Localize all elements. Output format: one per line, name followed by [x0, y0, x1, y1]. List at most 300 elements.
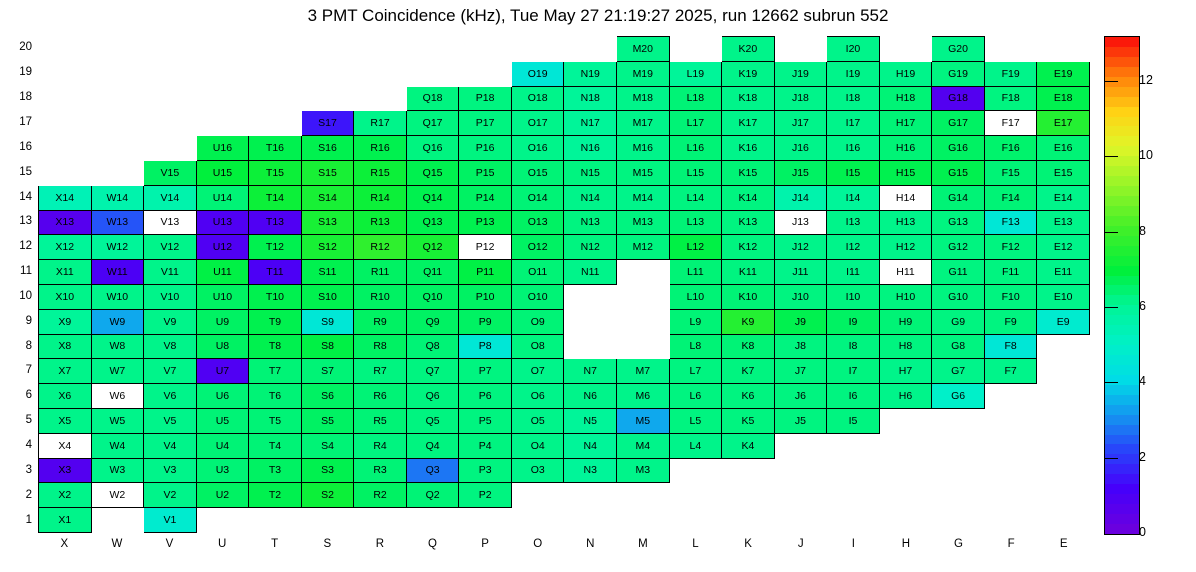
heatmap-cell-empty: [669, 483, 722, 508]
heatmap-cell: X13: [39, 210, 92, 235]
heatmap-cell: G19: [932, 61, 985, 86]
heatmap-cell: X2: [39, 483, 92, 508]
heatmap-cell: T3: [249, 458, 302, 483]
heatmap-row: [39, 284, 1090, 309]
heatmap-cell: J8: [774, 334, 827, 359]
heatmap-cell: T14: [249, 185, 302, 210]
heatmap-cell-empty: [932, 483, 985, 508]
heatmap-cell: G16: [932, 136, 985, 161]
heatmap-cell: W5: [91, 408, 144, 433]
heatmap-cell-empty: [932, 458, 985, 483]
heatmap-cell: E11: [1037, 260, 1090, 285]
heatmap-cell-empty: [669, 508, 722, 533]
heatmap-cell: Q8: [406, 334, 459, 359]
heatmap-cell: O9: [511, 309, 564, 334]
heatmap-cell: U13: [196, 210, 249, 235]
heatmap-cell-empty: [669, 458, 722, 483]
colorbar-tick-mark: [1104, 458, 1118, 459]
heatmap-cell-empty: [879, 37, 932, 62]
heatmap-cell: O13: [511, 210, 564, 235]
heatmap-cell: M15: [617, 160, 670, 185]
y-axis-tick-label: 20: [19, 41, 32, 54]
heatmap-cell-empty: [511, 37, 564, 62]
heatmap-cell: J9: [774, 309, 827, 334]
colorbar-segment: [1105, 395, 1139, 405]
heatmap-cell: N4: [564, 433, 617, 458]
heatmap-cell-empty: [984, 483, 1037, 508]
heatmap-cell: H10: [879, 284, 932, 309]
heatmap-cell: M20: [617, 37, 670, 62]
colorbar-segment: [1105, 107, 1139, 117]
heatmap-cell: L14: [669, 185, 722, 210]
heatmap-cell: W8: [91, 334, 144, 359]
heatmap-cell: P14: [459, 185, 512, 210]
x-axis-tick-label: E: [1059, 538, 1068, 550]
heatmap-cell: O7: [511, 359, 564, 384]
heatmap-cell: S3: [301, 458, 354, 483]
heatmap-cell: S14: [301, 185, 354, 210]
x-axis-tick-label: O: [533, 538, 543, 550]
colorbar-segment: [1105, 67, 1139, 77]
heatmap-cell: L10: [669, 284, 722, 309]
heatmap-cell: J10: [774, 284, 827, 309]
heatmap-cell: S4: [301, 433, 354, 458]
colorbar-segment: [1105, 464, 1139, 474]
y-axis-tick-label: 16: [19, 140, 32, 153]
heatmap-cell: U16: [196, 136, 249, 161]
heatmap-cell: J14: [774, 185, 827, 210]
heatmap-cell: I11: [827, 260, 880, 285]
heatmap-cell: F8: [984, 334, 1037, 359]
heatmap-cell: H18: [879, 86, 932, 111]
y-axis-tick-label: 12: [19, 240, 32, 253]
heatmap-cell-empty: [91, 160, 144, 185]
colorbar-segment: [1105, 166, 1139, 176]
heatmap-cell-empty: [617, 309, 670, 334]
heatmap-cell: G10: [932, 284, 985, 309]
heatmap-cell: I7: [827, 359, 880, 384]
page-title: 3 PMT Coincidence (kHz), Tue May 27 21:19:27 2025, run 12662 subrun 552: [307, 6, 889, 25]
colorbar-segment: [1105, 345, 1139, 355]
heatmap-cell-empty: [827, 458, 880, 483]
heatmap-cell: P8: [459, 334, 512, 359]
heatmap-cell: E14: [1037, 185, 1090, 210]
colorbar-segment: [1105, 266, 1139, 276]
heatmap-cell: J19: [774, 61, 827, 86]
heatmap-cell-empty: [459, 37, 512, 62]
heatmap-cell: V14: [144, 185, 197, 210]
heatmap-cell-empty: [39, 86, 92, 111]
heatmap-cell-empty: [1037, 508, 1090, 533]
heatmap-cell: V1: [144, 508, 197, 533]
heatmap-cell: Q14: [406, 185, 459, 210]
heatmap-cell: K7: [722, 359, 775, 384]
heatmap-cell-empty: [406, 37, 459, 62]
x-axis-tick-label: U: [217, 538, 227, 550]
heatmap-cell: S2: [301, 483, 354, 508]
heatmap-cell-empty: [879, 458, 932, 483]
heatmap-cell: P13: [459, 210, 512, 235]
colorbar-tick-label: 4: [1139, 374, 1146, 389]
heatmap-cell: Q6: [406, 384, 459, 409]
heatmap-cell: P17: [459, 111, 512, 136]
y-axis-tick-label: 7: [25, 364, 32, 377]
heatmap-cell: J7: [774, 359, 827, 384]
heatmap-cell: S15: [301, 160, 354, 185]
colorbar-segment: [1105, 37, 1139, 47]
heatmap-cell: V8: [144, 334, 197, 359]
heatmap-cell: K11: [722, 260, 775, 285]
heatmap-cell-empty: [91, 61, 144, 86]
heatmap-cell: K12: [722, 235, 775, 260]
colorbar-segment: [1105, 206, 1139, 216]
heatmap-cell: L15: [669, 160, 722, 185]
heatmap-cell: I19: [827, 61, 880, 86]
heatmap-cell: K14: [722, 185, 775, 210]
colorbar-segment: [1105, 97, 1139, 107]
heatmap-cell-empty: [984, 433, 1037, 458]
heatmap-cell: N5: [564, 408, 617, 433]
heatmap-cell: R6: [354, 384, 407, 409]
heatmap-cell: G7: [932, 359, 985, 384]
heatmap-cell: R17: [354, 111, 407, 136]
heatmap-cell: J15: [774, 160, 827, 185]
heatmap-cell: N14: [564, 185, 617, 210]
heatmap-cell: K9: [722, 309, 775, 334]
heatmap-cell-empty: [301, 86, 354, 111]
colorbar-segment: [1105, 514, 1139, 524]
heatmap-cell: U2: [196, 483, 249, 508]
heatmap-cell: Q16: [406, 136, 459, 161]
heatmap-cell: N16: [564, 136, 617, 161]
heatmap-grid: [38, 36, 1090, 533]
heatmap-cell-empty: [774, 483, 827, 508]
heatmap-cell-empty: [617, 508, 670, 533]
heatmap-cell-empty: [722, 508, 775, 533]
heatmap-cell-empty: [1037, 433, 1090, 458]
heatmap-cell-empty: [196, 86, 249, 111]
heatmap-cell: I10: [827, 284, 880, 309]
colorbar-tick-label: 0: [1139, 525, 1146, 539]
heatmap-cell: X7: [39, 359, 92, 384]
heatmap-cell: G6: [932, 384, 985, 409]
heatmap-row: [39, 433, 1090, 458]
heatmap-cell-empty: [984, 408, 1037, 433]
heatmap-cell: W7: [91, 359, 144, 384]
heatmap-cell: V10: [144, 284, 197, 309]
heatmap-cell: J17: [774, 111, 827, 136]
heatmap-cell-empty: [564, 37, 617, 62]
heatmap-row: [39, 334, 1090, 359]
heatmap-cell: F17: [984, 111, 1037, 136]
colorbar-tick-mark: [1104, 382, 1118, 383]
x-axis-tick-label: P: [481, 538, 489, 550]
heatmap-row: [39, 483, 1090, 508]
heatmap-cell: M18: [617, 86, 670, 111]
heatmap-cell: X5: [39, 408, 92, 433]
heatmap-cell: X12: [39, 235, 92, 260]
x-axis-tick-label: F: [1007, 538, 1015, 550]
heatmap-cell-empty: [354, 508, 407, 533]
heatmap-cell: J11: [774, 260, 827, 285]
x-axis-tick-label: H: [901, 538, 911, 550]
heatmap-cell: N6: [564, 384, 617, 409]
heatmap-cell: I5: [827, 408, 880, 433]
heatmap-cell: T11: [249, 260, 302, 285]
y-axis-tick-label: 10: [19, 289, 32, 302]
heatmap-cell-empty: [774, 508, 827, 533]
heatmap-cell: M14: [617, 185, 670, 210]
heatmap-cell: J5: [774, 408, 827, 433]
heatmap-cell-empty: [879, 433, 932, 458]
heatmap-cell: Q5: [406, 408, 459, 433]
y-axis-tick-label: 2: [25, 488, 32, 501]
heatmap-cell: E12: [1037, 235, 1090, 260]
heatmap-cell: L17: [669, 111, 722, 136]
heatmap-cell: H16: [879, 136, 932, 161]
heatmap-cell: H19: [879, 61, 932, 86]
heatmap-cell: O19: [511, 61, 564, 86]
heatmap-cell: N7: [564, 359, 617, 384]
heatmap-cell: M6: [617, 384, 670, 409]
heatmap-cell-empty: [932, 508, 985, 533]
x-axis-tick-label: S: [323, 538, 332, 550]
heatmap-cell-empty: [144, 111, 197, 136]
colorbar-segment: [1105, 117, 1139, 127]
heatmap-cell: V7: [144, 359, 197, 384]
heatmap-cell: I15: [827, 160, 880, 185]
heatmap-cell-empty: [1037, 359, 1090, 384]
colorbar-segment: [1105, 276, 1139, 286]
colorbar-segment: [1105, 335, 1139, 345]
colorbar-segment: [1105, 186, 1139, 196]
heatmap-row: [39, 86, 1090, 111]
heatmap-cell: O18: [511, 86, 564, 111]
heatmap-cell-empty: [1037, 458, 1090, 483]
x-axis-tick-label: L: [692, 538, 699, 550]
heatmap-cell-empty: [879, 408, 932, 433]
heatmap-cell-empty: [39, 61, 92, 86]
heatmap-cell-empty: [196, 37, 249, 62]
heatmap-cell: V12: [144, 235, 197, 260]
heatmap-cell: J18: [774, 86, 827, 111]
colorbar-segment: [1105, 246, 1139, 256]
heatmap-cell: J13: [774, 210, 827, 235]
heatmap-cell-empty: [406, 61, 459, 86]
x-axis-tick-label: I: [851, 538, 855, 550]
heatmap-cell: L7: [669, 359, 722, 384]
heatmap-cell: O6: [511, 384, 564, 409]
heatmap-cell: R2: [354, 483, 407, 508]
heatmap-cell-empty: [932, 433, 985, 458]
heatmap-cell: G12: [932, 235, 985, 260]
heatmap-cell-empty: [249, 111, 302, 136]
y-axis-tick-label: 18: [19, 91, 32, 104]
heatmap-cell: P16: [459, 136, 512, 161]
colorbar-segment: [1105, 256, 1139, 266]
heatmap-cell-empty: [827, 433, 880, 458]
heatmap-cell: U14: [196, 185, 249, 210]
heatmap-cell-empty: [39, 37, 92, 62]
heatmap-cell: Q10: [406, 284, 459, 309]
heatmap-cell: L4: [669, 433, 722, 458]
heatmap-row: [39, 384, 1090, 409]
heatmap-cell: J6: [774, 384, 827, 409]
heatmap-cell: W9: [91, 309, 144, 334]
colorbar-tick-mark: [1104, 232, 1118, 233]
heatmap-cell: M3: [617, 458, 670, 483]
colorbar-segment: [1105, 315, 1139, 325]
heatmap-cell: F12: [984, 235, 1037, 260]
colorbar-segment: [1105, 216, 1139, 226]
heatmap-cell: G14: [932, 185, 985, 210]
colorbar-tick-mark: [1104, 81, 1118, 82]
heatmap-cell: X3: [39, 458, 92, 483]
heatmap-cell: Q17: [406, 111, 459, 136]
heatmap-cell: O12: [511, 235, 564, 260]
colorbar-segment: [1105, 57, 1139, 67]
heatmap-cell: N12: [564, 235, 617, 260]
heatmap-cell: K19: [722, 61, 775, 86]
heatmap-cell: V9: [144, 309, 197, 334]
heatmap-cell: Q3: [406, 458, 459, 483]
heatmap-row: [39, 408, 1090, 433]
heatmap-cell: X9: [39, 309, 92, 334]
heatmap-cell-empty: [1037, 334, 1090, 359]
heatmap-cell: L6: [669, 384, 722, 409]
heatmap-cell: W6: [91, 384, 144, 409]
heatmap-cell: U12: [196, 235, 249, 260]
colorbar: [1104, 36, 1140, 535]
heatmap-cell: S6: [301, 384, 354, 409]
heatmap-cell: O10: [511, 284, 564, 309]
heatmap-cell: X1: [39, 508, 92, 533]
heatmap-cell-empty: [301, 37, 354, 62]
heatmap-cell: T9: [249, 309, 302, 334]
colorbar-segment: [1105, 325, 1139, 335]
heatmap-row: [39, 359, 1090, 384]
heatmap-cell-empty: [91, 37, 144, 62]
heatmap-cell: P11: [459, 260, 512, 285]
y-axis-tick-label: 4: [25, 439, 32, 452]
heatmap-cell: F10: [984, 284, 1037, 309]
heatmap-cell: E16: [1037, 136, 1090, 161]
heatmap-cell: S11: [301, 260, 354, 285]
colorbar-segment: [1105, 226, 1139, 236]
heatmap-cell: I13: [827, 210, 880, 235]
heatmap-cell: M13: [617, 210, 670, 235]
heatmap-cell-empty: [617, 334, 670, 359]
heatmap-cell: M7: [617, 359, 670, 384]
heatmap-cell: K18: [722, 86, 775, 111]
heatmap-cell: G18: [932, 86, 985, 111]
heatmap-cell: F18: [984, 86, 1037, 111]
heatmap-cell: R11: [354, 260, 407, 285]
heatmap-cell: K15: [722, 160, 775, 185]
x-axis-tick-label: V: [165, 538, 174, 550]
y-axis-tick-label: 3: [25, 463, 32, 476]
heatmap-cell: Q4: [406, 433, 459, 458]
heatmap-cell: O16: [511, 136, 564, 161]
heatmap-cell-empty: [249, 37, 302, 62]
colorbar-segment: [1105, 504, 1139, 514]
heatmap-cell-empty: [459, 508, 512, 533]
y-axis-tick-label: 11: [20, 265, 32, 278]
heatmap-cell: V15: [144, 160, 197, 185]
heatmap-cell-empty: [1037, 483, 1090, 508]
x-axis-tick-label: M: [638, 538, 648, 550]
heatmap-cell: S7: [301, 359, 354, 384]
heatmap-cell: N18: [564, 86, 617, 111]
heatmap-cell-empty: [511, 508, 564, 533]
heatmap-cell: E17: [1037, 111, 1090, 136]
heatmap-cell: X10: [39, 284, 92, 309]
x-axis-tick-label: N: [586, 538, 595, 550]
heatmap-cell: T15: [249, 160, 302, 185]
heatmap-cell: K6: [722, 384, 775, 409]
heatmap-cell-empty: [354, 86, 407, 111]
colorbar-segment: [1105, 136, 1139, 146]
heatmap-cell: F16: [984, 136, 1037, 161]
colorbar-tick-label: 10: [1139, 148, 1153, 163]
heatmap-cell: V3: [144, 458, 197, 483]
heatmap-cell: S8: [301, 334, 354, 359]
heatmap-cell-empty: [564, 284, 617, 309]
heatmap-cell: U5: [196, 408, 249, 433]
heatmap-cell: F14: [984, 185, 1037, 210]
heatmap-cell: L12: [669, 235, 722, 260]
heatmap-cell-empty: [354, 61, 407, 86]
heatmap-cell: W13: [91, 210, 144, 235]
heatmap-cell: G15: [932, 160, 985, 185]
heatmap-cell: W14: [91, 185, 144, 210]
heatmap-cell: I17: [827, 111, 880, 136]
colorbar-segment: [1105, 87, 1139, 97]
heatmap-plot: [38, 36, 1090, 533]
colorbar-segment: [1105, 126, 1139, 136]
y-axis-tick-label: 9: [25, 314, 32, 327]
heatmap-cell: K10: [722, 284, 775, 309]
y-axis-tick-label: 1: [25, 513, 32, 526]
colorbar-segment: [1105, 47, 1139, 57]
heatmap-cell: I18: [827, 86, 880, 111]
heatmap-row: [39, 508, 1090, 533]
heatmap-cell: N3: [564, 458, 617, 483]
heatmap-cell: P4: [459, 433, 512, 458]
x-axis-tick-label: K: [744, 538, 752, 550]
heatmap-cell: R15: [354, 160, 407, 185]
heatmap-cell: U4: [196, 433, 249, 458]
heatmap-cell-empty: [564, 483, 617, 508]
colorbar-tick-label: 2: [1139, 449, 1146, 464]
colorbar-segment: [1105, 425, 1139, 435]
heatmap-cell-empty: [91, 86, 144, 111]
heatmap-cell: P10: [459, 284, 512, 309]
heatmap-cell: G20: [932, 37, 985, 62]
heatmap-cell: K4: [722, 433, 775, 458]
heatmap-cell: O14: [511, 185, 564, 210]
heatmap-cell: P7: [459, 359, 512, 384]
heatmap-cell: N11: [564, 260, 617, 285]
heatmap-cell-empty: [196, 61, 249, 86]
x-axis-tick-label: R: [375, 538, 385, 550]
heatmap-cell: K5: [722, 408, 775, 433]
heatmap-cell: E19: [1037, 61, 1090, 86]
heatmap-cell: V6: [144, 384, 197, 409]
heatmap-cell: X4: [39, 433, 92, 458]
heatmap-cell: O8: [511, 334, 564, 359]
heatmap-cell: Q11: [406, 260, 459, 285]
